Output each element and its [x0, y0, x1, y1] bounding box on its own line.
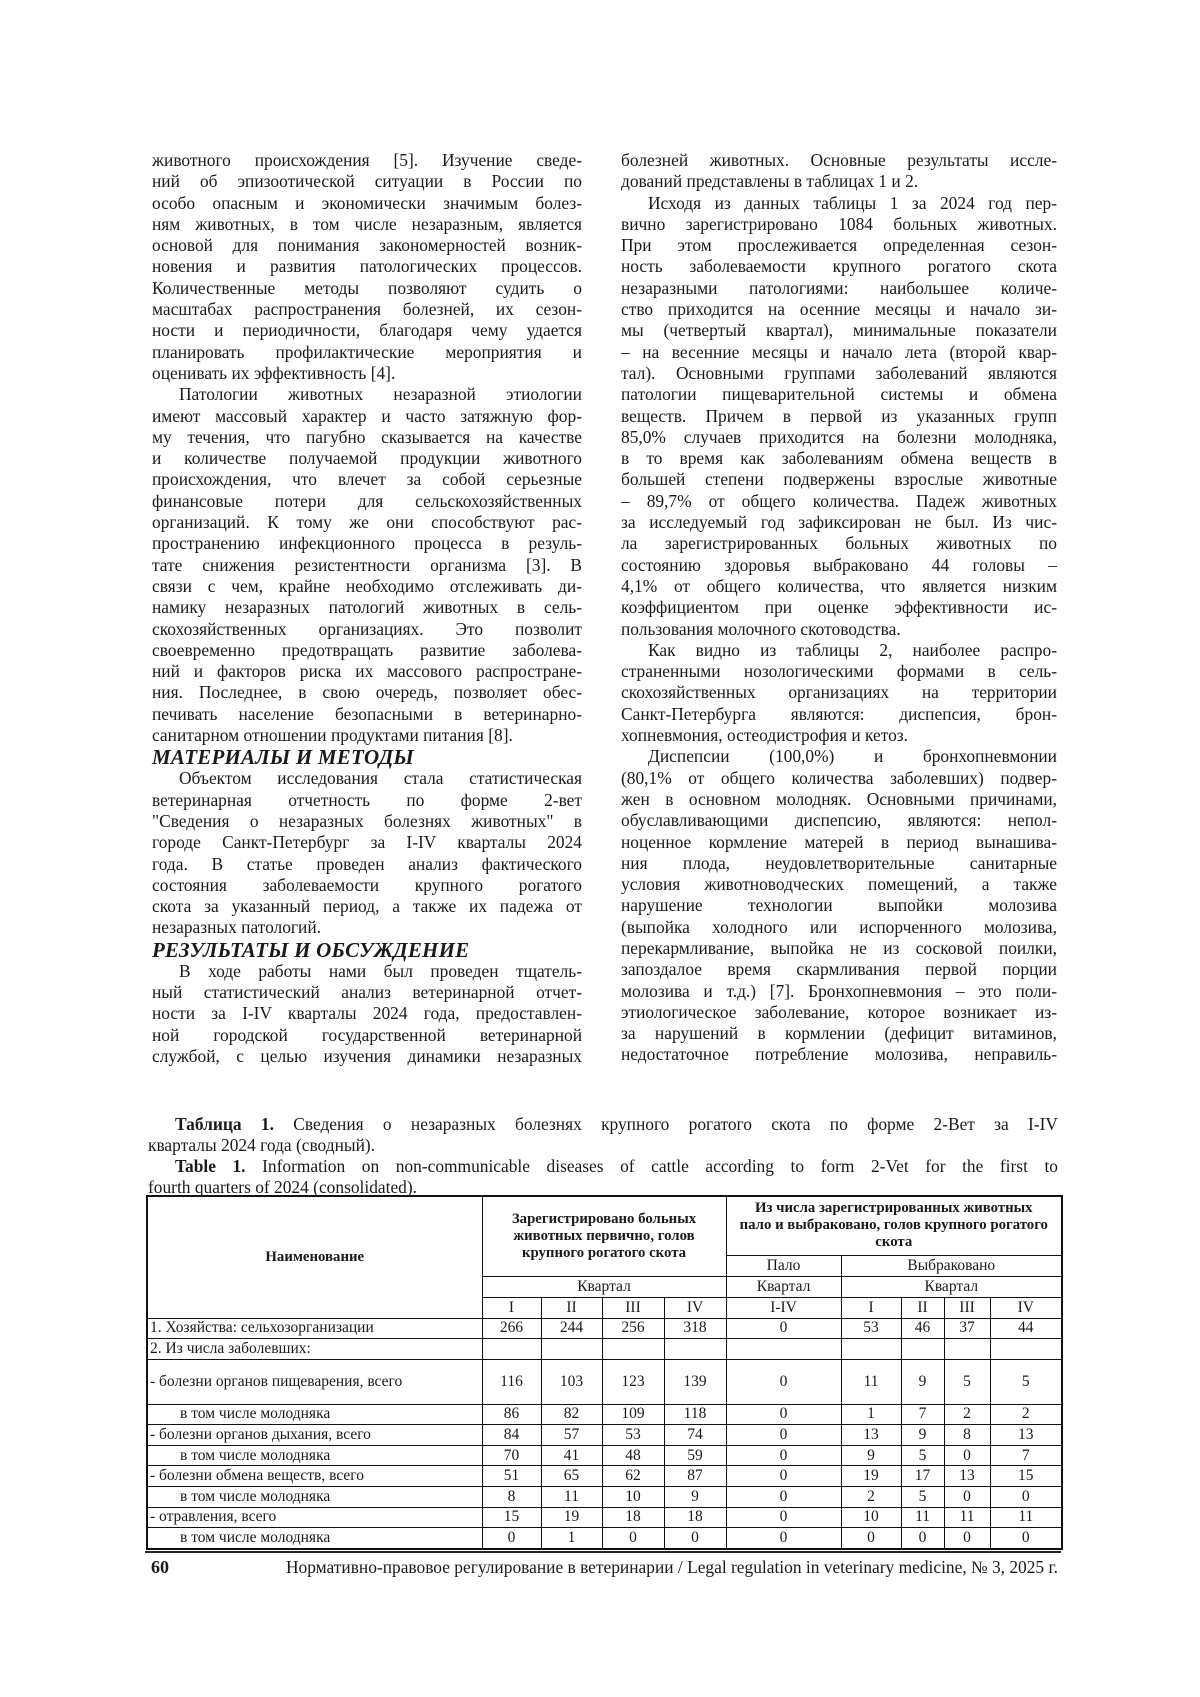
text-line: ний об эпизоотической ситуации в России по [152, 171, 582, 192]
paragraph [152, 768, 582, 938]
cell-value [944, 1339, 990, 1360]
cell-value: 7 [990, 1445, 1062, 1466]
row-name: 2. Из числа заболевших: [147, 1339, 482, 1360]
cell-value: 5 [990, 1359, 1062, 1404]
cell-value: 11 [944, 1507, 990, 1528]
text-line: за исследуемый год зафиксирован не был. Из чис- [621, 512, 1057, 533]
paragraph [152, 150, 582, 384]
text-line: недостаточное потребление молозива, неправиль- [621, 1044, 1057, 1065]
cell-value: 0 [726, 1487, 841, 1508]
header-name: Наименование [147, 1196, 482, 1318]
cell-value: 87 [664, 1466, 726, 1487]
header-q3: III [602, 1297, 664, 1318]
header-q2: II [901, 1297, 944, 1318]
cell-value [726, 1339, 841, 1360]
header-culled: Выбраковано [841, 1255, 1062, 1276]
text-line: запоздалое время скармливания первой порции [621, 959, 1057, 980]
text-line: тате снижения резистентности организма [3]. В [152, 555, 582, 576]
text-line: ния. Последнее, в свою очередь, позволяет обес- [152, 682, 582, 703]
cell-value: 11 [541, 1487, 602, 1508]
text-line: обуславливающими диспепсию, являются: непол- [621, 810, 1057, 831]
text-line: имеют массовый характер и часто затяжную фор- [152, 406, 582, 427]
text-line: скохозяйственных организациях на территории [621, 682, 1057, 703]
caption-text: кварталы 2024 года (сводный). [148, 1135, 1058, 1156]
cell-value: 0 [841, 1528, 901, 1549]
cell-value: 0 [726, 1466, 841, 1487]
cell-value: 84 [482, 1425, 541, 1446]
paragraph [152, 961, 582, 1067]
text-line: незаразными патологиями: наибольшее количе- [621, 278, 1057, 299]
cell-value: 256 [602, 1318, 664, 1339]
cell-value: 13 [990, 1425, 1062, 1446]
cell-value: 74 [664, 1425, 726, 1446]
text-line: ветеринарная отчетность по форме 2-вет [152, 790, 582, 811]
text-line: му течения, что пагубно сказывается на качестве [152, 427, 582, 448]
cell-value: 46 [901, 1318, 944, 1339]
cell-value [841, 1339, 901, 1360]
row-name: в том числе молодняка [147, 1445, 482, 1466]
cell-value [901, 1339, 944, 1360]
cell-value: 9 [664, 1487, 726, 1508]
text-line: нарушение технологии выпойки молозива [621, 895, 1057, 916]
text-line: болезней животных. Основные результаты иссле- [621, 150, 1057, 171]
cell-value: 0 [602, 1528, 664, 1549]
row-name: - отравления, всего [147, 1507, 482, 1528]
text-line: 85,0% случаев приходится на болезни молодняка, [621, 427, 1057, 448]
page-number: 60 [151, 1557, 169, 1578]
paragraph [621, 150, 1057, 193]
text-line: молозива и т.д.) [7]. Бронхопневмония – это поли- [621, 981, 1057, 1002]
cell-value: 103 [541, 1359, 602, 1404]
cell-value: 53 [841, 1318, 901, 1339]
cell-value: 17 [901, 1466, 944, 1487]
cell-value: 11 [841, 1359, 901, 1404]
cell-value: 0 [901, 1528, 944, 1549]
text-line: перекармливание, выпойка не из сосковой поилки, [621, 938, 1057, 959]
cell-value [990, 1339, 1062, 1360]
text-line: мы (четвертый квартал), минимальные показатели [621, 320, 1057, 341]
header-q1: I [841, 1297, 901, 1318]
cell-value: 48 [602, 1445, 664, 1466]
text-line: тал). Основными группами заболеваний являются [621, 363, 1057, 384]
cell-value: 19 [841, 1466, 901, 1487]
text-line: вично зарегистрировано 1084 больных животных. [621, 214, 1057, 235]
cell-value: 2 [944, 1404, 990, 1425]
text-line: Как видно из таблицы 2, наиболее распро- [621, 640, 1057, 661]
text-line: Количественные методы позволяют судить о [152, 278, 582, 299]
cell-value: 8 [482, 1487, 541, 1508]
text-line: страненными нозологическими формами в сель- [621, 661, 1057, 682]
table-row [147, 1507, 1062, 1528]
header-died: Пало [726, 1255, 841, 1276]
cell-value: 0 [944, 1445, 990, 1466]
text-line: скохозяйственных организациях. Это позволит [152, 619, 582, 640]
text-line: состояния заболеваемости крупного рогатого [152, 875, 582, 896]
cell-value: 8 [944, 1425, 990, 1446]
text-line: пользования молочного скотоводства. [621, 619, 1057, 640]
cell-value: 0 [944, 1487, 990, 1508]
text-line: (выпойка холодного или испорченного молозива, [621, 917, 1057, 938]
cell-value: 109 [602, 1404, 664, 1425]
cell-value: 41 [541, 1445, 602, 1466]
row-name: 1. Хозяйства: сельхозорганизации [147, 1318, 482, 1339]
text-line: планировать профилактические мероприятия и [152, 342, 582, 363]
text-line: ность заболеваемости крупного рогатого скота [621, 256, 1057, 277]
header-q-all: I-IV [726, 1297, 841, 1318]
footer-rule [145, 1551, 1061, 1553]
text-line: масштабах распространения болезней, их сезон- [152, 299, 582, 320]
text-line: в то время как заболеваниям обмена веществ в [621, 448, 1057, 469]
cell-value: 1 [541, 1528, 602, 1549]
cell-value: 86 [482, 1404, 541, 1425]
cell-value: 57 [541, 1425, 602, 1446]
cell-value: 82 [541, 1404, 602, 1425]
text-line: основой для понимания закономерностей возник- [152, 235, 582, 256]
text-line: незаразных патологий. [152, 917, 582, 938]
cell-value: 18 [664, 1507, 726, 1528]
cell-value [541, 1339, 602, 1360]
text-line: При этом прослеживается определенная сезон- [621, 235, 1057, 256]
cell-value: 53 [602, 1425, 664, 1446]
cell-value: 2 [990, 1404, 1062, 1425]
text-line: ности и периодичности, благодаря чему удается [152, 320, 582, 341]
table-row [147, 1487, 1062, 1508]
cell-value: 13 [841, 1425, 901, 1446]
row-name: в том числе молодняка [147, 1528, 482, 1549]
row-name: в том числе молодняка [147, 1487, 482, 1508]
text-line: ла зарегистрированных больных животных по [621, 533, 1057, 554]
cell-value: 0 [726, 1359, 841, 1404]
text-line: городе Санкт-Петербург за I-IV кварталы 2024 [152, 832, 582, 853]
cell-value: 116 [482, 1359, 541, 1404]
cell-value: 70 [482, 1445, 541, 1466]
text-line: животного происхождения [5]. Изучение сведе- [152, 150, 582, 171]
cell-value: 7 [901, 1404, 944, 1425]
cell-value [482, 1339, 541, 1360]
header-quarter: Квартал [482, 1276, 726, 1297]
header-q3: III [944, 1297, 990, 1318]
header-registered: Зарегистрировано больных животных первично, голов крупного рогатого скота [482, 1196, 726, 1276]
cell-value: 0 [726, 1507, 841, 1528]
text-line: санитарном отношении продуктами питания [8]. [152, 725, 582, 746]
cell-value: 0 [726, 1445, 841, 1466]
text-line: коэффициентом при оценке эффективности ис- [621, 597, 1057, 618]
text-line: ство приходится на осенние месяцы и начало зи- [621, 299, 1057, 320]
text-line: состоянию здоровья выбраковано 44 головы – [621, 555, 1057, 576]
row-name: - болезни обмена веществ, всего [147, 1466, 482, 1487]
table-row [147, 1466, 1062, 1487]
text-line: своевременно предотвращать развитие заболева- [152, 640, 582, 661]
text-line: финансовые потери для сельскохозяйственных [152, 491, 582, 512]
cell-value: 13 [944, 1466, 990, 1487]
header-q1: I [482, 1297, 541, 1318]
paragraph [152, 384, 582, 746]
table-row [147, 1339, 1062, 1360]
table-row [147, 1445, 1062, 1466]
text-line: за нарушений в кормлении (дефицит витаминов, [621, 1023, 1057, 1044]
text-line: этиологическое заболевание, которое возникает из- [621, 1002, 1057, 1023]
cell-value: 65 [541, 1466, 602, 1487]
cell-value: 44 [990, 1318, 1062, 1339]
text-line: ный статистический анализ ветеринарной отчет- [152, 982, 582, 1003]
text-line: происхождения, что влечет за собой серьезные [152, 469, 582, 490]
text-line: ной городской государственной ветеринарной [152, 1025, 582, 1046]
text-line: ням животных, в том числе незаразным, является [152, 214, 582, 235]
cell-value: 123 [602, 1359, 664, 1404]
text-line: дований представлены в таблицах 1 и 2. [621, 171, 1057, 192]
text-line: новения и развития патологических процессов. [152, 256, 582, 277]
text-line: (80,1% от общего количества заболевших) подвер- [621, 768, 1057, 789]
text-line: Диспепсии (100,0%) и бронхопневмонии [621, 746, 1057, 767]
caption-text: Сведения о незаразных болезнях крупного рогатого скота по форме 2-Вет за I-IV [293, 1114, 1058, 1134]
text-line: хопневмония, остеодистрофия и кетоз. [621, 725, 1057, 746]
header-q2: II [541, 1297, 602, 1318]
text-line: веществ. Причем в первой из указанных групп [621, 406, 1057, 427]
cell-value: 318 [664, 1318, 726, 1339]
cell-value: 10 [841, 1507, 901, 1528]
text-line: большей степени подвержены взрослые животные [621, 469, 1057, 490]
section-heading: МАТЕРИАЛЫ И МЕТОДЫ [152, 746, 582, 768]
table-caption-en [148, 1156, 1058, 1198]
header-died-culled: Из числа зарегистрированных животных пало и выбраковано, голов крупного рогатого скота [726, 1196, 1062, 1255]
text-line: ния плода, неудовлетворительные санитарные [621, 853, 1057, 874]
text-line: оценивать их эффективность [4]. [152, 363, 582, 384]
table-row [147, 1318, 1062, 1339]
cell-value: 266 [482, 1318, 541, 1339]
cell-value: 15 [990, 1466, 1062, 1487]
text-line: – 89,7% от общего количества. Падеж животных [621, 491, 1057, 512]
paragraph [621, 746, 1057, 1065]
text-line: ности за I-IV кварталы 2024 года, предоставлен- [152, 1003, 582, 1024]
text-line: ний и факторов риска их массового распростране- [152, 661, 582, 682]
text-line: патологии пищеварительной системы и обмена [621, 384, 1057, 405]
text-line: особо опасным и экономически значимым болез- [152, 193, 582, 214]
text-line: связи с чем, крайне необходимо отслеживать ди- [152, 576, 582, 597]
cell-value: 0 [990, 1487, 1062, 1508]
text-line: условия животноводческих помещений, а также [621, 874, 1057, 895]
text-line: жен в основном молодняк. Основными причинами, [621, 789, 1057, 810]
cell-value: 5 [901, 1445, 944, 1466]
cell-value: 11 [990, 1507, 1062, 1528]
cell-value: 10 [602, 1487, 664, 1508]
text-line: намику незаразных патологий животных в сель- [152, 597, 582, 618]
right-text-column [621, 150, 1057, 1066]
table-row [147, 1528, 1062, 1549]
table-row [147, 1359, 1062, 1404]
cell-value: 51 [482, 1466, 541, 1487]
cell-value: 62 [602, 1466, 664, 1487]
cell-value: 1 [841, 1404, 901, 1425]
text-line: года. В статье проведен анализ фактического [152, 854, 582, 875]
text-line: Санкт-Петербурга являются: диспепсия, брон- [621, 704, 1057, 725]
text-line: ноценное кормление матерей в период вынашива- [621, 832, 1057, 853]
cell-value: 19 [541, 1507, 602, 1528]
text-line: печивать население безопасными в ветеринарно- [152, 704, 582, 725]
cell-value: 0 [944, 1528, 990, 1549]
data-table [146, 1195, 1063, 1550]
cell-value: 9 [901, 1425, 944, 1446]
cell-value: 0 [990, 1528, 1062, 1549]
cell-value: 5 [901, 1487, 944, 1508]
header-quarter: Квартал [726, 1276, 841, 1297]
paragraph [621, 640, 1057, 746]
table-row [147, 1404, 1062, 1425]
text-line: организаций. К тому же они способствуют рас- [152, 512, 582, 533]
cell-value: 0 [726, 1404, 841, 1425]
cell-value: 2 [841, 1487, 901, 1508]
text-line: 4,1% от общего количества, что является низким [621, 576, 1057, 597]
table-row [147, 1425, 1062, 1446]
cell-value: 9 [841, 1445, 901, 1466]
cell-value: 139 [664, 1359, 726, 1404]
header-quarter: Квартал [841, 1276, 1062, 1297]
text-line: и количестве получаемой продукции животного [152, 448, 582, 469]
text-line: пространению инфекционного процесса в резуль- [152, 533, 582, 554]
header-q4: IV [664, 1297, 726, 1318]
text-line: – на весенние месяцы и начало лета (второй квар- [621, 342, 1057, 363]
text-line: "Сведения о незаразных болезнях животных" в [152, 811, 582, 832]
cell-value: 5 [944, 1359, 990, 1404]
cell-value: 15 [482, 1507, 541, 1528]
paragraph [621, 193, 1057, 640]
cell-value [602, 1339, 664, 1360]
cell-value: 0 [664, 1528, 726, 1549]
cell-value: 11 [901, 1507, 944, 1528]
cell-value: 118 [664, 1404, 726, 1425]
table-caption-ru [148, 1114, 1058, 1156]
cell-value: 0 [726, 1528, 841, 1549]
cell-value: 59 [664, 1445, 726, 1466]
caption-text: fourth quarters of 2024 (consolidated). [148, 1177, 1058, 1198]
row-name: - болезни органов пищеварения, всего [147, 1359, 482, 1404]
section-heading: РЕЗУЛЬТАТЫ И ОБСУЖДЕНИЕ [152, 939, 582, 961]
text-line: службой, с целью изучения динамики незаразных [152, 1046, 582, 1067]
text-line: скота за указанный период, а также их падежа от [152, 896, 582, 917]
cell-value [664, 1339, 726, 1360]
cell-value: 9 [901, 1359, 944, 1404]
text-line: Объектом исследования стала статистическая [152, 768, 582, 789]
row-name: - болезни органов дыхания, всего [147, 1425, 482, 1446]
header-q4: IV [990, 1297, 1062, 1318]
row-name: в том числе молодняка [147, 1404, 482, 1425]
text-line: Исходя из данных таблицы 1 за 2024 год пер- [621, 193, 1057, 214]
left-text-column [152, 150, 582, 1067]
cell-value: 244 [541, 1318, 602, 1339]
text-line: Патологии животных незаразной этиологии [152, 384, 582, 405]
cell-value: 37 [944, 1318, 990, 1339]
cell-value: 0 [726, 1318, 841, 1339]
caption-label: Table 1. [175, 1156, 246, 1176]
caption-text: Information on non-communicable diseases of cattle according to form 2-Vet for the first to [262, 1156, 1058, 1176]
cell-value: 18 [602, 1507, 664, 1528]
cell-value: 0 [482, 1528, 541, 1549]
caption-label: Таблица 1. [175, 1114, 274, 1134]
cell-value: 0 [726, 1425, 841, 1446]
text-line: В ходе работы нами был проведен тщатель- [152, 961, 582, 982]
journal-title: Нормативно-правовое регулирование в ветеринарии / Legal regulation in veterinary medicine, № 3, 2025 г. [240, 1557, 1058, 1578]
